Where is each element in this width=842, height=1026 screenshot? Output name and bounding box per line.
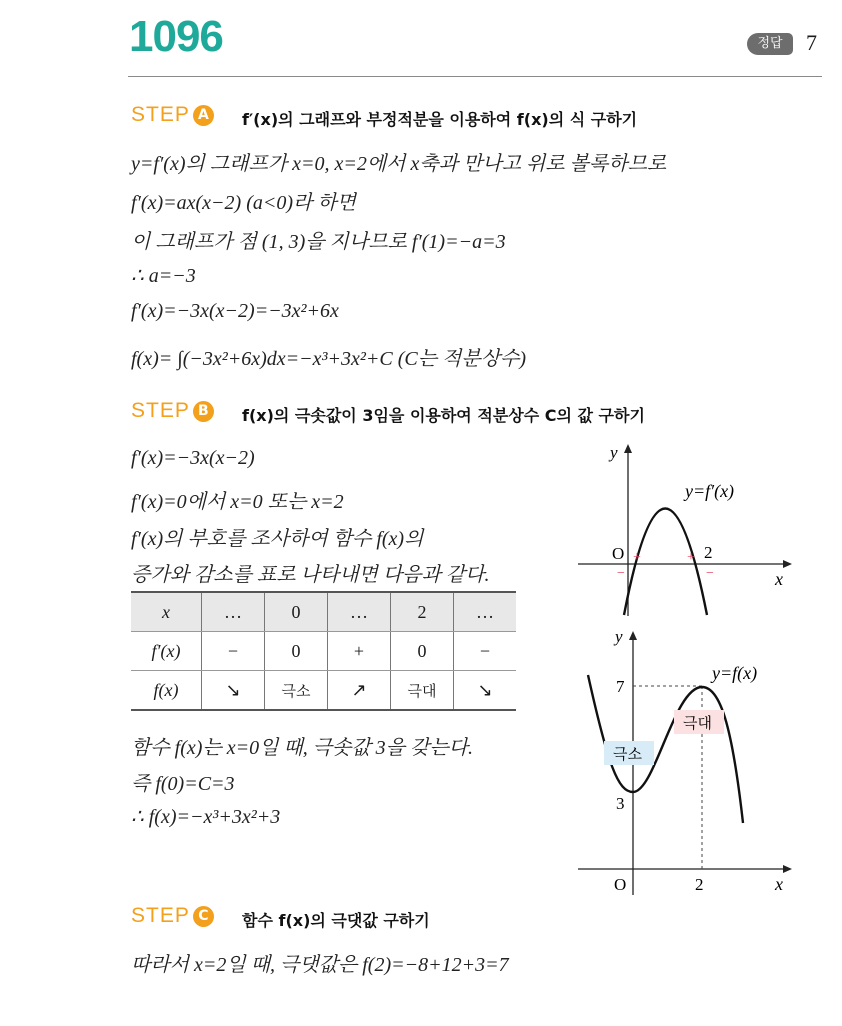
table-cell: ↘: [202, 671, 265, 711]
header-divider: [128, 76, 822, 77]
table-cell: +: [328, 632, 391, 671]
plus-sign-right: +: [687, 550, 695, 565]
step-b-line-4: 증가와 감소를 표로 나타내면 다음과 같다.: [131, 564, 490, 586]
plus-sign-left: +: [633, 550, 641, 565]
step-b-heading: [131, 399, 214, 423]
local-max-tag: 극대: [683, 714, 712, 732]
minus-sign-right: −: [706, 566, 714, 581]
y-axis-arrow: [624, 444, 632, 453]
step-c-title: 함수 f(x)의 극댓값 구하기: [242, 911, 430, 930]
curve-label: y=f(x): [712, 663, 758, 683]
step-a-label: STEP: [131, 103, 190, 126]
table-cell: f′(x): [131, 632, 202, 671]
answer-badge: 정답: [747, 33, 793, 55]
step-b-line-7: ∴ f(x)=−x³+3x²+3: [131, 806, 281, 828]
step-a-line-4: ∴ a=−3: [131, 265, 196, 287]
step-c-line: 따라서 x=2일 때, 극댓값은 f(2)=−8+12+3=7: [131, 954, 509, 976]
step-a-line-1: y=f′(x)의 그래프가 x=0, x=2에서 x축과 만나고 위로 볼록하므로: [131, 153, 667, 175]
table-cell: 0: [265, 632, 328, 671]
table-cell: x: [131, 592, 202, 632]
minus-sign-left: −: [617, 566, 625, 581]
table-cell: 2: [391, 592, 454, 632]
step-a-line-6: f(x)= ∫(−3x²+6x)dx=−x³+3x²+C (C는 적분상수): [131, 348, 526, 370]
step-b-line-2: f′(x)=0에서 x=0 또는 x=2: [131, 491, 344, 513]
step-b-line-3: f′(x)의 부호를 조사하여 함수 f(x)의: [131, 528, 424, 550]
table-cell: ↗: [328, 671, 391, 711]
step-a-line-2: f′(x)=ax(x−2) (a<0)라 하면: [131, 192, 356, 214]
step-b-line-5: 함수 f(x)는 x=0일 때, 극솟값 3을 갖는다.: [131, 737, 473, 759]
x-axis-arrow: [783, 865, 792, 873]
y-max-label: 7: [616, 677, 625, 696]
problem-number: 1096: [129, 12, 223, 61]
table-row: [131, 632, 516, 671]
step-c-heading: [131, 904, 214, 928]
local-min-tag: 극소: [613, 745, 642, 763]
step-a-letter: A: [193, 105, 214, 126]
x-mark-label: 2: [695, 875, 704, 894]
step-b-title: f(x)의 극솟값이 3임을 이용하여 적분상수 C의 값 구하기: [242, 406, 645, 425]
table-cell: 0: [265, 592, 328, 632]
table-cell: 극대: [391, 671, 454, 711]
table-cell: −: [202, 632, 265, 671]
x-axis-label: x: [775, 874, 783, 894]
step-b-line-1: f′(x)=−3x(x−2): [131, 447, 255, 469]
answer-value: 7: [806, 30, 817, 55]
step-c-label: STEP: [131, 904, 190, 927]
y-axis-arrow: [629, 631, 637, 640]
step-b-label: STEP: [131, 399, 190, 422]
function-graph: [570, 625, 800, 900]
table-cell: ↘: [454, 671, 517, 711]
x-axis-label: x: [775, 569, 783, 589]
step-a-title: f′(x)의 그래프와 부정적분을 이용하여 f(x)의 식 구하기: [242, 110, 638, 129]
sign-table: [131, 591, 516, 711]
table-cell: 극소: [265, 671, 328, 711]
table-cell: 0: [391, 632, 454, 671]
table-row: [131, 671, 516, 711]
table-row: [131, 592, 516, 632]
step-a-line-3: 이 그래프가 점 (1, 3)을 지나므로 f′(1)=−a=3: [131, 231, 506, 253]
origin-label: O: [612, 544, 625, 563]
y-min-label: 3: [616, 794, 625, 813]
x-axis-arrow: [783, 560, 792, 568]
table-cell: …: [454, 592, 517, 632]
step-b-line-6: 즉 f(0)=C=3: [131, 773, 235, 795]
derivative-graph: [570, 440, 800, 620]
x-mark-label: 2: [704, 543, 713, 562]
origin-label: O: [614, 875, 627, 894]
step-a-heading: [131, 103, 214, 127]
step-c-letter: C: [193, 906, 214, 927]
step-a-line-5: f′(x)=−3x(x−2)=−3x²+6x: [131, 300, 339, 322]
table-cell: f(x): [131, 671, 202, 711]
y-axis-label: y: [610, 443, 618, 462]
y-axis-label: y: [615, 627, 623, 646]
table-cell: …: [328, 592, 391, 632]
table-cell: −: [454, 632, 517, 671]
curve-label: y=f′(x): [685, 481, 735, 501]
table-cell: …: [202, 592, 265, 632]
step-b-letter: B: [193, 401, 214, 422]
